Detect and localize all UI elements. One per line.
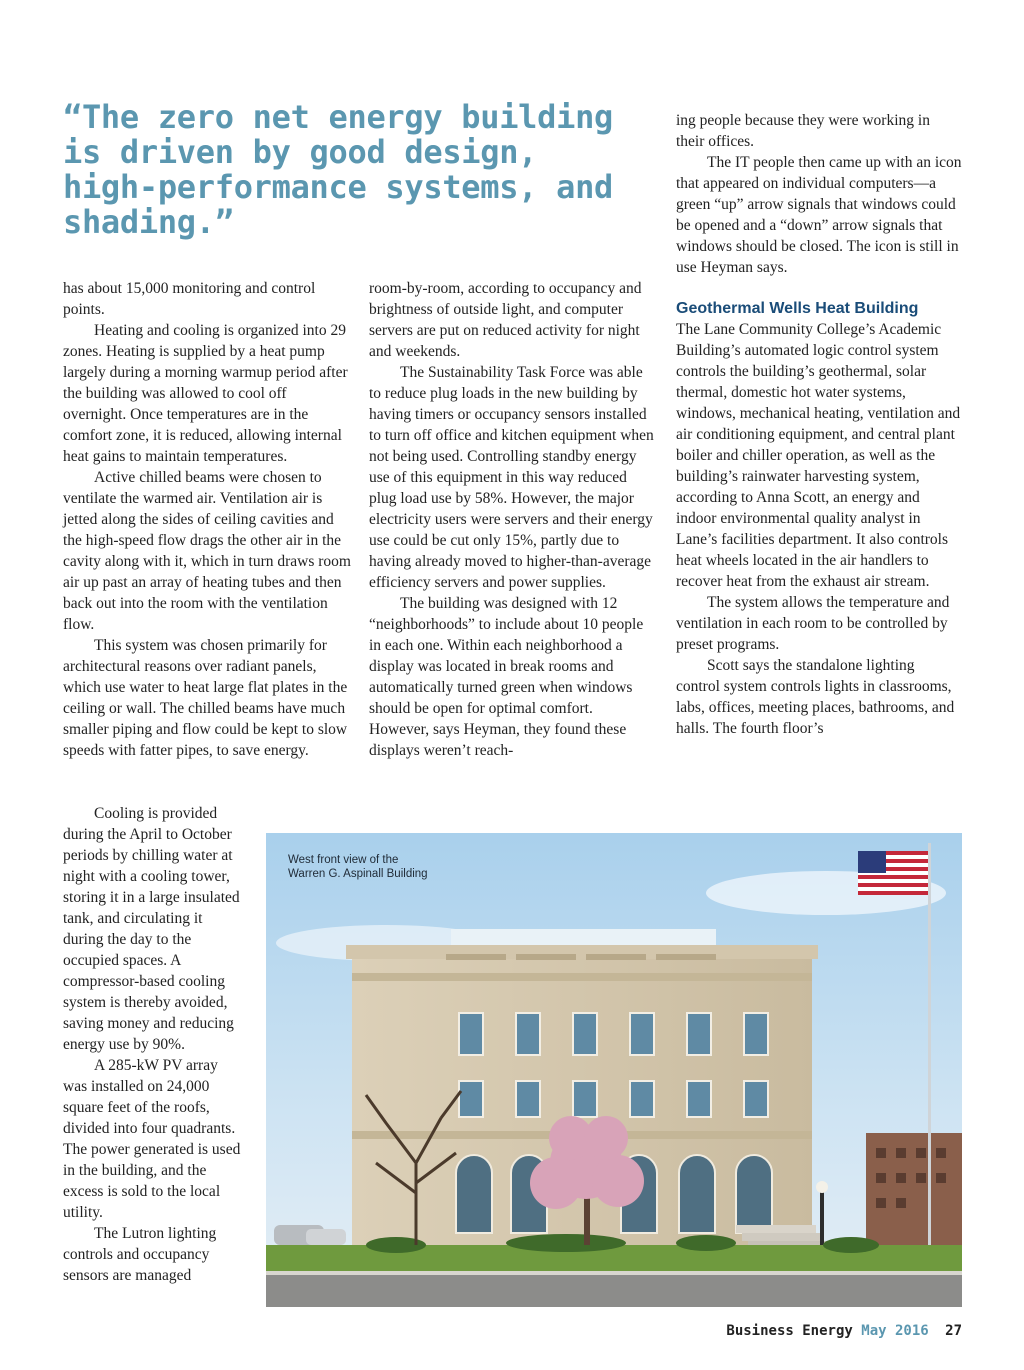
- article-column-1: [63, 278, 351, 761]
- article-column-3: [676, 110, 962, 739]
- pull-quote: “The zero net energy building is driven by good design, high-performance systems, and shading.”: [63, 98, 614, 241]
- paragraph: The system allows the temperature and ventilation in each room to be controlled by preset programs.: [676, 594, 950, 653]
- paragraph: Active chilled beams were chosen to ventilate the warmed air. Ventilation air is jetted along the sides of ceiling cavities and the high-speed flow drags the other air in the cavity along with it, which in turn draws room air up past an array of heating tubes and then back out into the room with the ventilation flow.: [63, 469, 351, 633]
- paragraph: The Lutron lighting controls and occupancy sensors are managed: [63, 1225, 217, 1284]
- building-photo: [266, 833, 962, 1307]
- section-subheading: Geothermal Wells Heat Building: [676, 300, 919, 317]
- page-number: 27: [945, 1323, 962, 1339]
- paragraph: has about 15,000 monitoring and control points.: [63, 280, 316, 318]
- paragraph: A 285-kW PV array was installed on 24,000 square feet of the roofs, divided into four quadrants. The power generated is used in the building, and the excess is sold to the local utility.: [63, 1057, 241, 1221]
- caption-line: West front view of the: [288, 854, 399, 866]
- paragraph: The Lane Community College’s Academic Building’s automated logic control system controls the building’s geothermal, solar thermal, domestic hot water systems, windows, mechanical heating, ventilation and air conditioning equipment, and central plant boiler and chiller operation, as well as the building’s rainwater harvesting system, according to Anna Scott, an energy and indoor environmental quality analyst in Lane’s facilities department. It also controls heat wheels located in the air handlers to recover heat from the exhaust air stream.: [676, 321, 961, 590]
- paragraph: room-by-room, according to occupancy and brightness of outside light, and computer servers are put on reduced activity for night and weekends.: [369, 280, 642, 360]
- photo-caption: [288, 853, 428, 881]
- paragraph: The IT people then came up with an icon that appeared on individual computers—a green “up” arrow signals that windows could be opened and a “down” arrow signals that windows should be closed. The icon is still in use Heyman says.: [676, 154, 962, 276]
- paragraph: The Sustainability Task Force was able to reduce plug loads in the new building by having timers or occupancy sensors installed to turn off office and kitchen equipment when not being used. Controlling standby energy use of this equipment in this way reduced plug load use by 58%. However, the major electricity users were servers and their energy use could be cut only 15%, partly due to having already moved to higher-than-average efficiency servers and power supplies.: [369, 364, 654, 591]
- paragraph: Heating and cooling is organized into 29 zones. Heating is supplied by a heat pump largely during a morning warmup period after the building was allowed to cool off overnight. Once temperatures are in the comfort zone, it is reduced, allowing internal heat gains to maintain temperatures.: [63, 322, 348, 465]
- paragraph: The building was designed with 12 “neighborhoods” to include about 10 people in each one. Within each neighborhood a display was located in break rooms and automatically turned green when windows should be open for optimal comfort. However, says Heyman, they found these displays weren’t reach-: [369, 595, 644, 759]
- article-column-1-continued: [63, 803, 243, 1286]
- article-column-2: [369, 278, 654, 761]
- paragraph: ing people because they were working in their offices.: [676, 112, 930, 150]
- paragraph: Cooling is provided during the April to October periods by chilling water at night with a cooling tower, storing it in a large insulated tank, and circulating it during the day to the occupied spaces. A compressor-based cooling system is thereby avoided, saving money and reducing energy use by 90%.: [63, 805, 240, 1053]
- magazine-name: Business Energy: [726, 1323, 853, 1339]
- page-footer: [726, 1323, 962, 1339]
- paragraph: Scott says the standalone lighting control system controls lights in classrooms, labs, offices, meeting places, bathrooms, and halls. The fourth floor’s: [676, 657, 955, 737]
- paragraph: This system was chosen primarily for architectural reasons over radiant panels, which use water to heat large flat plates in the ceiling or wall. The chilled beams have much smaller piping and flow could be kept to slow speeds with fatter pipes, to save energy.: [63, 637, 348, 759]
- building-illustration: [266, 833, 962, 1307]
- issue-date: May 2016: [861, 1323, 929, 1339]
- caption-line: Warren G. Aspinall Building: [288, 868, 428, 880]
